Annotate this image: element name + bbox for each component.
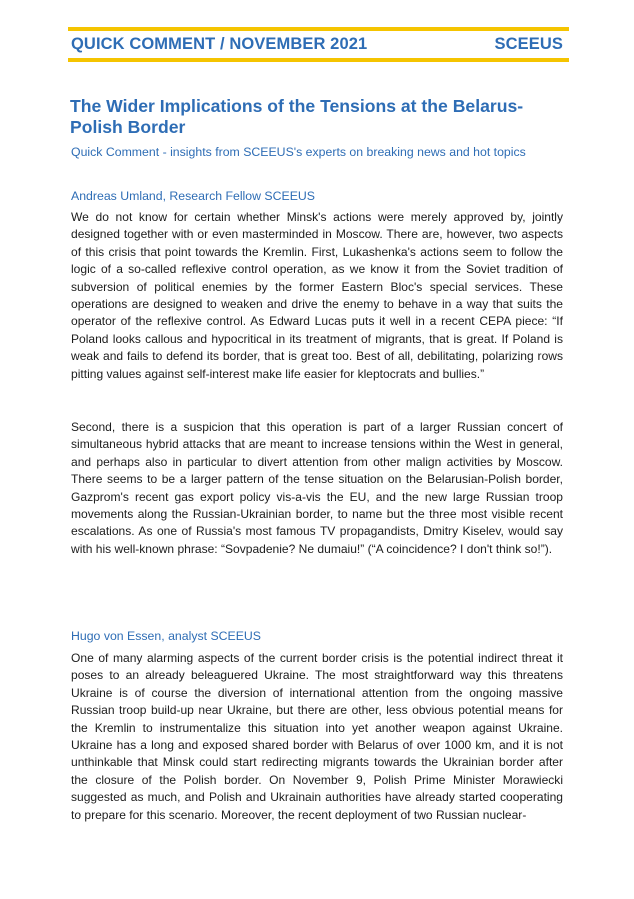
header-series-date: QUICK COMMENT / NOVEMBER 2021 — [71, 35, 368, 53]
header-organization: SCEEUS — [494, 35, 563, 53]
document-title: The Wider Implications of the Tensions at the Belarus-Polish Border — [70, 96, 524, 137]
section-author-von-essen: Hugo von Essen, analyst SCEEUS — [71, 629, 262, 643]
body-paragraph: We do not know for certain whether Minsk's actions were merely approved by, jointly designed together with or even masterminded in Moscow. There are, however, two aspects of this crisis that point towards the Kremlin. First, Lukashenka's actions seem to follow the logic of a so-called reflexive control operation, as we know it from the Soviet tradition of subversion of political enemies by the former Eastern Bloc's special services. These operations are designed to weaken and drive the enemy to behave in a way that suits the operator of the reflexive control. As Edward Lucas puts it well in a recent CEPA piece: “If Poland looks callous and hypocritical in its treatment of migrants, that is great. If Poland is weak and fails to defend its border, that is great too. Best of all, debilitating, polarizing rows pitting values against self-interest make life easier for kleptocrats and bullies.” — [71, 210, 563, 381]
body-paragraph: One of many alarming aspects of the current border crisis is the potential indirect threat it poses to an already beleaguered Ukraine. The most straightforward way this threatens Ukraine is of course the diversion of international attention from the ongoing massive Russian troop build-up near Ukraine, but there are other, less obvious potential means for the Kremlin to instrumentalize this situation into yet another weapon against Ukraine. Ukraine has a long and exposed shared border with Belarus of over 1000 km, and it is not unthinkable that Minsk could start redirecting migrants towards the Ukrainian border after the closure of the Polish border. On November 9, Polish Prime Minister Morawiecki suggested as much, and Polish and Ukrainain authorities have already started cooperating to prepare for this scenario. Moreover, the recent deployment of two Russian nuclear- — [71, 651, 563, 822]
page-header — [68, 27, 569, 62]
document-subtitle: Quick Comment - insights from SCEEUS's experts on breaking news and hot topics — [71, 145, 526, 159]
section-author-umland: Andreas Umland, Research Fellow SCEEUS — [71, 189, 315, 203]
body-paragraph: Second, there is a suspicion that this operation is part of a larger Russian concert of simultaneous hybrid attacks that are meant to increase tensions within the West in general, and perhaps also in particular to divert attention from other malign activities by Moscow. There seems to be a larger pattern of the tense situation on the Belarusian-Polish border, Gazprom's recent gas export policy vis-a-vis the EU, and the new large Russian troop movements along the Russian-Ukrainian border, to name but the three most visible recent escalations. As one of Russia's most famous TV propagandists, Dmitry Kiselev, would say with his well-known phrase: “Sovpadenie? Ne dumaiu!” (“A coincidence? I don't think so!”). — [71, 420, 563, 556]
